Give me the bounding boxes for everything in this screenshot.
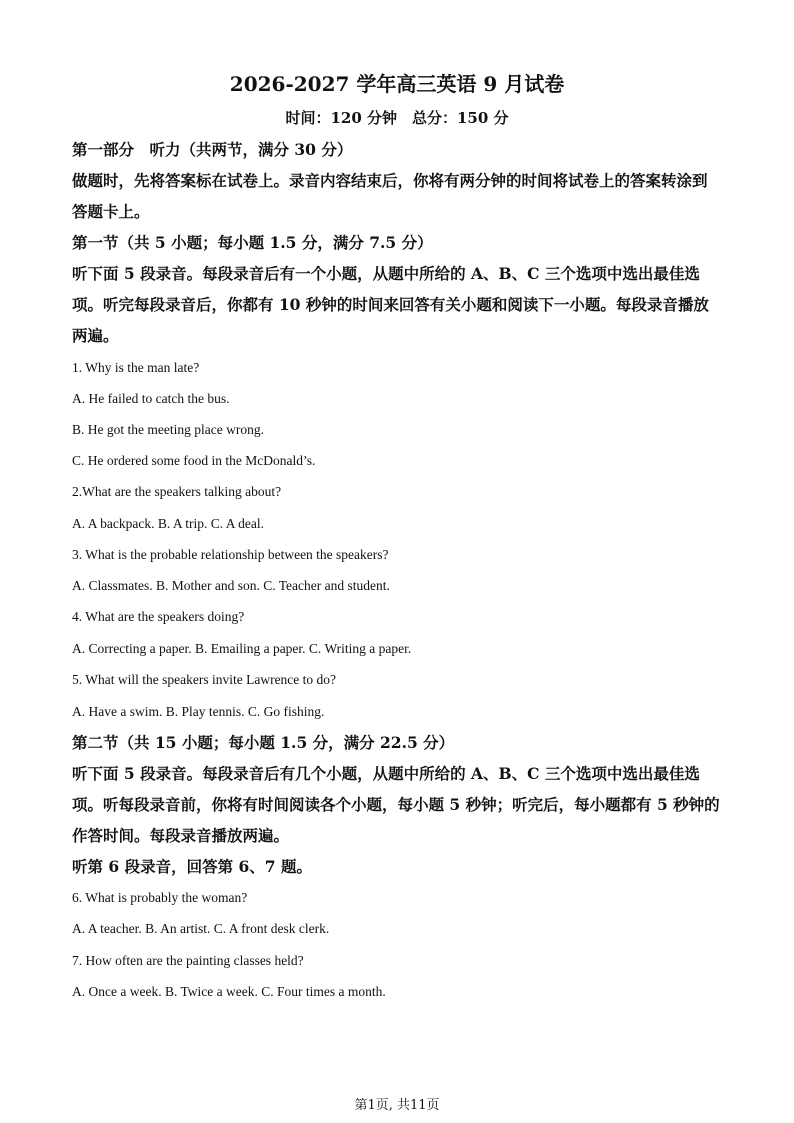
question-stem: 1. Why is the man late? — [72, 360, 200, 375]
section1-heading: 第一节（共 5 小题；每小题 1.5 分，满分 7.5 分） — [72, 233, 433, 252]
question-option: C. He ordered some food in the McDonald’s. — [72, 453, 316, 468]
section2-instructions: 听下面 5 段录音。每段录音后有几个小题，从题中所给的 A、B、C 三个选项中选出最佳选项。听每段录音前，你将有时间阅读各个小题，每小题 5 秒钟；听完后，每小题都有 5 秒钟的作答时间。每段录音播放两遍。 — [72, 764, 720, 845]
question-option: A. Once a week. B. Twice a week. C. Four times a month. — [72, 984, 386, 999]
question-option: A. Have a swim. B. Play tennis. C. Go fishing. — [72, 704, 325, 719]
section1-instructions: 听下面 5 段录音。每段录音后有一个小题，从题中所给的 A、B、C 三个选项中选出最佳选项。听完每段录音后，你都有 10 秒钟的时间来回答有关小题和阅读下一小题。每段录音播放两遍。 — [72, 264, 709, 345]
question-stem: 7. How often are the painting classes held? — [72, 953, 304, 968]
question-stem: 6. What is probably the woman? — [72, 890, 248, 905]
question-option: A. A backpack. B. A trip. C. A deal. — [72, 516, 264, 531]
part1-heading: 第一部分 听力（共两节，满分 30 分） — [72, 140, 353, 159]
part1-instructions: 做题时，先将答案标在试卷上。录音内容结束后，你将有两分钟的时间将试卷上的答案转涂到答题卡上。 — [72, 171, 708, 221]
question-option: B. He got the meeting place wrong. — [72, 422, 264, 437]
question-option: A. Classmates. B. Mother and son. C. Teacher and student. — [72, 578, 390, 593]
exam-title: 2026-2027 学年高三英语 9 月试卷 — [229, 72, 565, 96]
page-number: 第1页, 共11页 — [354, 1098, 440, 1113]
question-stem: 2.What are the speakers talking about? — [72, 484, 282, 499]
question-stem: 5. What will the speakers invite Lawrence to do? — [72, 672, 337, 687]
section2-subheading: 听第 6 段录音，回答第 6、7 题。 — [72, 857, 312, 876]
question-option: A. Correcting a paper. B. Emailing a paper. C. Writing a paper. — [72, 641, 412, 656]
exam-time-score: 时间：120 分钟 总分：150 分 — [285, 109, 509, 127]
question-stem: 4. What are the speakers doing? — [72, 609, 245, 624]
question-option: A. He failed to catch the bus. — [72, 391, 230, 406]
question-stem: 3. What is the probable relationship between the speakers? — [72, 547, 389, 562]
question-option: A. A teacher. B. An artist. C. A front desk clerk. — [72, 921, 330, 936]
section2-heading: 第二节（共 15 小题；每小题 1.5 分，满分 22.5 分） — [72, 733, 455, 752]
